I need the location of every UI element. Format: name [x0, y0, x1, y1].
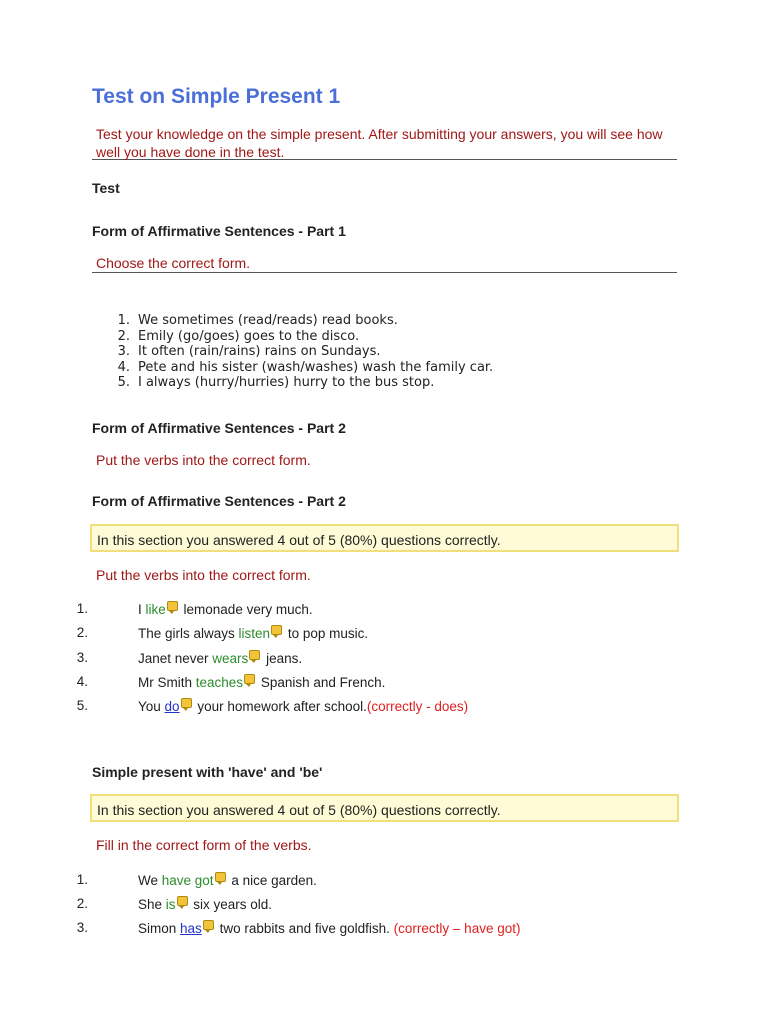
list-item: 1. We sometimes (read/reads) read books.: [117, 313, 398, 328]
note-icon[interactable]: [271, 625, 282, 635]
answer-wrong[interactable]: do: [164, 699, 180, 714]
part1-instruction: Choose the correct form.: [92, 255, 677, 273]
list-item: 4. Pete and his sister (wash/washes) wash the family car.: [117, 359, 494, 375]
part3-heading: Simple present with 'have' and 'be': [92, 764, 323, 780]
part1-heading: Form of Affirmative Sentences - Part 1: [92, 223, 346, 239]
note-icon[interactable]: [167, 601, 178, 611]
note-icon[interactable]: [249, 650, 260, 660]
part2-result-box: In this section you answered 4 out of 5 (80%) questions correctly.: [90, 524, 679, 552]
part2-heading: Form of Affirmative Sentences - Part 2: [92, 420, 346, 436]
answer-correct[interactable]: listen: [238, 626, 271, 641]
part1-question-list: [108, 313, 493, 391]
note-icon[interactable]: [203, 920, 214, 930]
test-page: Test on Simple Present 1 Test your knowledge on the simple present. After submitting your answers, you will see how well you have done in the test. Test Form of Affirmative Sentences - Part 1 Choose the correct form. 1. We sometimes (read/reads) read books. 2. Emily (go/goes) goes to the disco. 3. It often (rain/rains) rains on Sundays. 4. Pete and his sister (wash/washes) wash the family car. 5. I always (hurry/hurries) hurry to the bus stop. Form of Affirmative Sentences - Part 2 Put the verbs into the correct form. Form of Affirmative Sentences - Part 2 In this section you answered 4 out of 5 (80%) questions correctly. Put the verbs into the correct form. 1. I like lemonade very much. 2. The girls always listen to pop music. 3. Janet never wears jeans. 4. Mr Smith teaches Spanish and French. 5. You do your homework after school.(correctly - does) Simple present with 'have' and 'be' In this section you answered 4 out of 5 (80%) questions correctly. Fill in the correct form of the verbs. 1. We have got a nice garden. 2. She is six years old. 3. Simon has two rabbits and five goldfish. (correctly – have got): [0, 0, 768, 1024]
note-icon[interactable]: [177, 896, 188, 906]
list-item: 5. I always (hurry/hurries) hurry to the bus stop.: [117, 375, 435, 390]
part3-instruction: Fill in the correct form of the verbs.: [96, 837, 312, 853]
intro-text: Test your knowledge on the simple present. After submitting your answers, you will see how well you have done in the test.: [92, 125, 677, 160]
answer-wrong[interactable]: has: [180, 921, 202, 936]
list-item: 2. Emily (go/goes) goes to the disco.: [117, 328, 360, 344]
note-icon[interactable]: [215, 872, 226, 882]
correction-text: (correctly – have got): [393, 921, 521, 936]
test-heading: Test: [92, 180, 120, 196]
answer-correct[interactable]: like: [145, 602, 166, 617]
part2-instruction: Put the verbs into the correct form.: [96, 452, 311, 468]
part2-results-heading: Form of Affirmative Sentences - Part 2: [92, 493, 346, 509]
list-item: 3. It often (rain/rains) rains on Sundays.: [117, 344, 381, 359]
correction-text: (correctly - does): [366, 699, 469, 714]
note-icon[interactable]: [244, 674, 255, 684]
note-icon[interactable]: [181, 698, 192, 708]
answer-correct[interactable]: wears: [212, 651, 249, 666]
part3-result-box: In this section you answered 4 out of 5 (80%) questions correctly.: [90, 794, 679, 822]
answer-correct[interactable]: is: [165, 897, 176, 912]
page-title: Test on Simple Present 1: [92, 85, 341, 108]
answer-correct[interactable]: teaches: [195, 675, 244, 690]
answer-correct[interactable]: have got: [161, 873, 214, 888]
part2-results-instruction: Put the verbs into the correct form.: [96, 567, 311, 583]
